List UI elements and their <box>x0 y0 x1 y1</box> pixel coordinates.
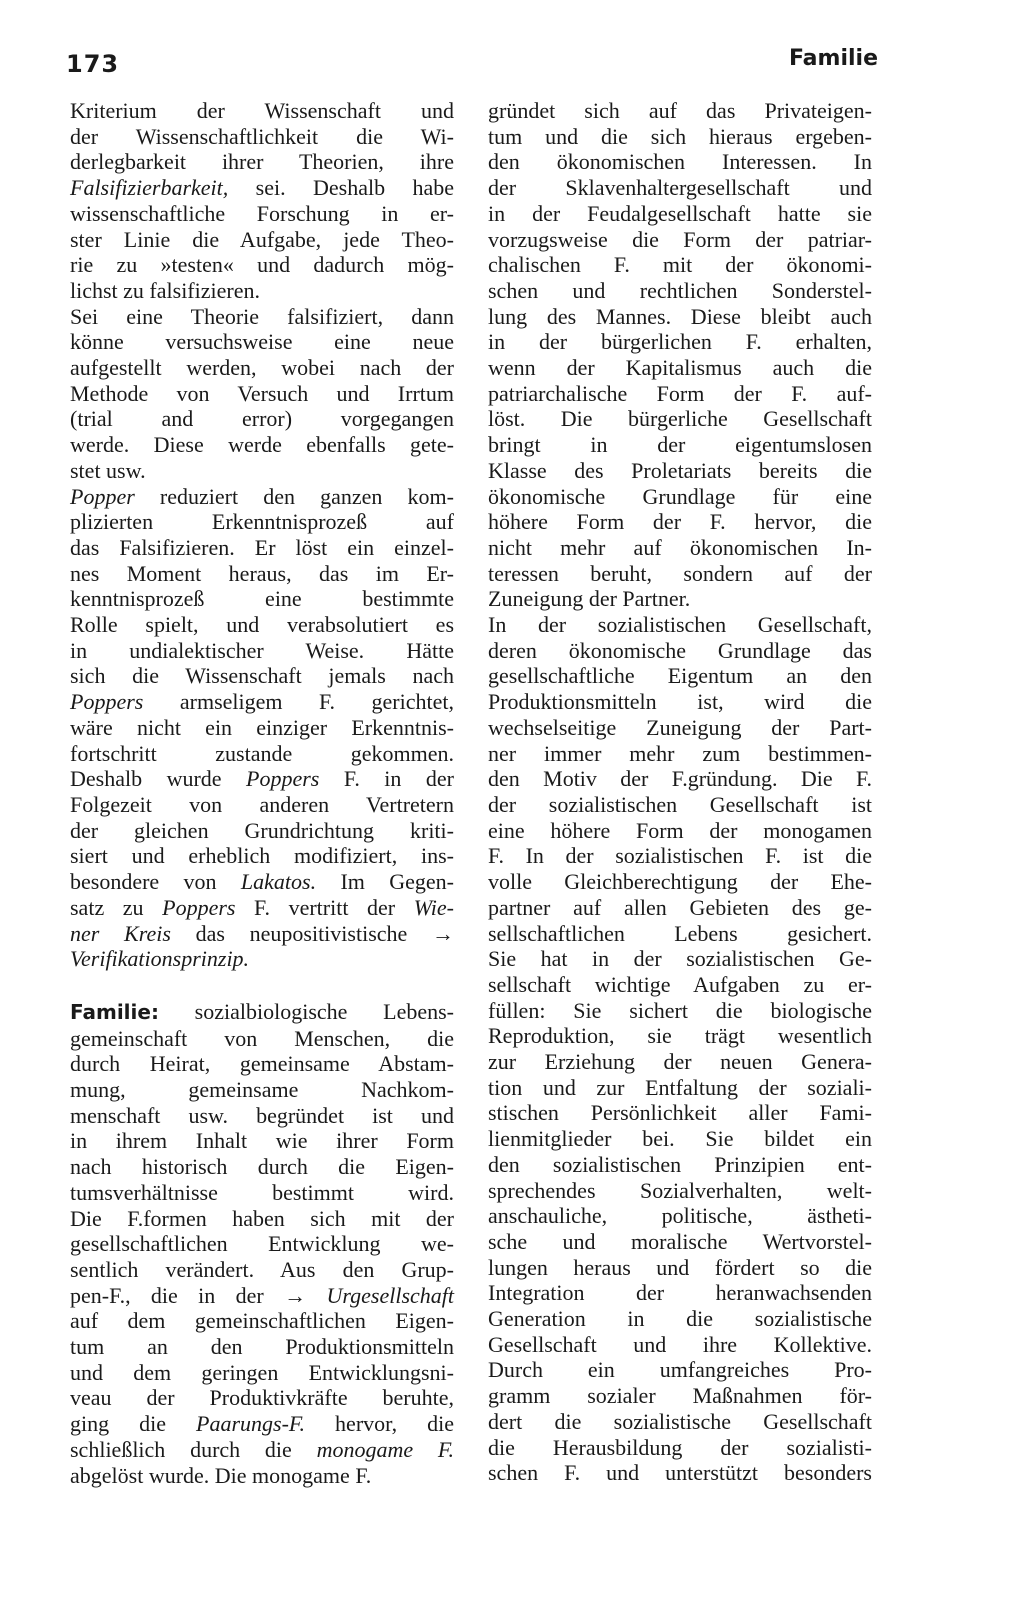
text-segment: Klasse des Proletariats bereits die <box>488 457 872 483</box>
entry-heading: Familie: <box>70 999 159 1024</box>
text-line <box>488 1357 872 1383</box>
text-line <box>488 1255 872 1281</box>
text-line <box>488 741 872 767</box>
text-line <box>70 843 454 869</box>
text-segment: sche und moralische Wertvorstel- <box>488 1228 872 1254</box>
text-segment: nicht mehr auf ökonomischen In- <box>488 534 872 560</box>
text-segment: patriarchalische Form der F. auf- <box>488 380 872 406</box>
text-line <box>70 689 454 715</box>
text-segment: der gleichen Grundrichtung kriti- <box>70 817 454 843</box>
text-segment: plizierten Erkenntnisprozeß auf <box>70 509 454 535</box>
text-line <box>70 1180 454 1206</box>
text-line <box>488 1126 872 1152</box>
text-line <box>488 1203 872 1229</box>
text-line <box>488 1280 872 1306</box>
text-line <box>70 586 454 612</box>
text-segment: sellschaftlichen Lebens gesichert. <box>488 920 872 946</box>
text-line <box>488 663 872 689</box>
page-number: 173 <box>66 50 120 78</box>
text-segment: Generation in die sozialistische <box>488 1306 872 1332</box>
text-line <box>70 715 454 741</box>
text-segment: höhere Form der F. hervor, die <box>488 509 872 535</box>
text-line <box>488 638 872 664</box>
text-line <box>70 741 454 767</box>
text-line <box>70 561 454 587</box>
text-segment: ner immer mehr zum bestimmen- <box>488 740 872 766</box>
text-line <box>488 509 872 535</box>
text-line <box>488 1409 872 1435</box>
text-line <box>70 329 454 355</box>
text-line <box>488 227 872 253</box>
text-segment: das Falsifizieren. Er löst ein einzel- <box>70 534 454 560</box>
text-line <box>488 484 872 510</box>
text-line <box>70 921 454 947</box>
text-segment: sei. Deshalb habe <box>228 175 454 201</box>
text-segment: F. In der sozialistischen F. ist die <box>488 843 872 869</box>
text-segment: abgelöst wurde. Die monogame F. <box>70 1462 372 1488</box>
text-segment: pen-F., die in der → <box>70 1282 327 1308</box>
text-segment: bringt in der eigentumslosen <box>488 432 872 458</box>
text-segment: Kriterium der Wissenschaft und <box>70 98 454 123</box>
text-segment: gründet sich auf das Privateigen- <box>488 98 872 123</box>
text-segment: löst. Die bürgerliche Gesellschaft <box>488 406 872 432</box>
text-segment: besondere von <box>70 869 241 895</box>
text-line <box>70 1103 454 1129</box>
italic-text: Poppers <box>70 689 144 715</box>
running-head: Familie <box>788 46 878 71</box>
text-segment: eine höhere Form der monogamen <box>488 817 872 843</box>
text-segment: das neupositivistische → <box>170 920 454 946</box>
text-line <box>488 766 872 792</box>
text-segment: der Sklavenhaltergesellschaft und <box>488 175 872 201</box>
text-segment: in undialektischer Weise. Hätte <box>70 637 454 663</box>
italic-text: ner Kreis <box>70 920 171 946</box>
text-segment: vorzugsweise die Form der patriar- <box>488 226 872 252</box>
text-segment: wäre nicht ein einziger Erkenntnis- <box>70 714 454 740</box>
text-line <box>488 1435 872 1461</box>
text-segment: siert und erheblich modifiziert, ins- <box>70 843 454 869</box>
text-line <box>70 895 454 921</box>
paragraph-gap <box>70 972 454 999</box>
text-segment: Sie hat in der sozialistischen Ge- <box>488 946 872 972</box>
text-segment: lungen heraus und fördert so die <box>488 1254 872 1280</box>
right-column <box>488 98 872 1486</box>
text-segment: der sozialistischen Gesellschaft ist <box>488 791 872 817</box>
text-line <box>70 818 454 844</box>
text-segment: Integration der heranwachsenden <box>488 1280 872 1306</box>
text-segment: ster Linie die Aufgabe, jede Theo- <box>70 226 454 252</box>
text-line <box>70 1385 454 1411</box>
text-segment: wenn der Kapitalismus auch die <box>488 355 872 381</box>
text-segment: füllen: Sie sichert die biologische <box>488 997 872 1023</box>
text-line <box>70 252 454 278</box>
text-line <box>488 432 872 458</box>
text-segment: sellschaft wichtige Aufgaben zu er- <box>488 971 872 997</box>
italic-text: Poppers <box>162 894 236 920</box>
text-segment: sich die Wissenschaft jemals nach <box>70 663 454 689</box>
text-line <box>488 818 872 844</box>
text-line <box>488 1152 872 1178</box>
text-line <box>70 1051 454 1077</box>
text-segment: Im Gegen- <box>316 869 454 895</box>
text-segment: Rolle spielt, und verabsolutiert es <box>70 612 454 638</box>
text-line <box>70 1360 454 1386</box>
text-segment: werde. Diese werde ebenfalls gete- <box>70 432 454 458</box>
italic-text: Wie- <box>413 894 455 920</box>
text-segment: fortschritt zustande gekommen. <box>70 740 454 766</box>
text-segment: aufgestellt werden, wobei nach der <box>70 355 454 381</box>
text-line <box>488 355 872 381</box>
text-line <box>70 124 454 150</box>
text-line <box>488 124 872 150</box>
text-segment: sprechendes Sozialverhalten, welt- <box>488 1177 872 1203</box>
text-line <box>70 1231 454 1257</box>
text-segment: den ökonomischen Interessen. In <box>488 149 872 175</box>
text-segment: teressen beruht, sondern auf der <box>488 560 872 586</box>
text-line <box>488 792 872 818</box>
text-line <box>70 406 454 432</box>
text-segment: gesellschaftliche Eigentum an den <box>488 663 872 689</box>
text-line <box>488 946 872 972</box>
text-line <box>488 561 872 587</box>
text-segment: reduziert den ganzen kom- <box>134 483 454 509</box>
text-segment: durch Heirat, gemeinsame Abstam- <box>70 1051 454 1077</box>
text-line <box>70 98 454 124</box>
italic-text: Paarungs-F. <box>196 1411 306 1437</box>
text-line <box>70 1308 454 1334</box>
text-segment: derlegbarkeit ihrer Theorien, ihre <box>70 149 454 175</box>
text-segment: tum an den Produktionsmitteln <box>70 1334 454 1360</box>
text-line <box>488 252 872 278</box>
text-line <box>488 458 872 484</box>
text-segment: ging die <box>70 1411 197 1437</box>
text-line <box>70 484 454 510</box>
text-segment: deren ökonomische Grundlage das <box>488 637 872 663</box>
text-line <box>70 1257 454 1283</box>
text-line <box>488 278 872 304</box>
text-line <box>488 98 872 124</box>
text-segment: In der sozialistischen Gesellschaft, <box>488 612 872 638</box>
text-line <box>70 1334 454 1360</box>
text-line <box>488 1460 872 1486</box>
text-line <box>70 175 454 201</box>
text-line <box>70 432 454 458</box>
text-line <box>70 227 454 253</box>
text-line <box>70 278 454 304</box>
text-segment: in der bürgerlichen F. erhalten, <box>488 329 872 355</box>
text-line <box>70 149 454 175</box>
text-line <box>70 535 454 561</box>
text-segment: ökonomische Grundlage für eine <box>488 483 872 509</box>
text-line <box>70 355 454 381</box>
text-line <box>488 1306 872 1332</box>
text-segment: lienmitglieder bei. Sie bildet ein <box>488 1126 872 1152</box>
text-segment: gesellschaftlichen Entwicklung we- <box>70 1231 454 1257</box>
italic-text: Verifikationsprinzip. <box>70 946 250 972</box>
text-line <box>70 1128 454 1154</box>
text-line <box>70 766 454 792</box>
text-line <box>488 1332 872 1358</box>
text-segment: schließlich durch die <box>70 1436 317 1462</box>
text-line <box>488 304 872 330</box>
text-segment: und dem geringen Entwicklungsni- <box>70 1359 454 1385</box>
text-segment: zur Erziehung der neuen Genera- <box>488 1049 872 1075</box>
text-line <box>70 1154 454 1180</box>
text-segment: lichst zu falsifizieren. <box>70 277 260 303</box>
text-line <box>488 381 872 407</box>
text-line <box>488 175 872 201</box>
text-line <box>488 1075 872 1101</box>
text-line <box>70 458 454 484</box>
text-line <box>70 869 454 895</box>
text-segment: Folgezeit von anderen Vertretern <box>70 791 454 817</box>
text-segment: schen und rechtlichen Sonderstel- <box>488 277 872 303</box>
text-segment: sozialbiologische Lebens- <box>158 998 454 1024</box>
text-segment: Durch ein umfangreiches Pro- <box>488 1357 872 1383</box>
text-segment: Sei eine Theorie falsifiziert, dann <box>70 303 454 329</box>
text-line <box>70 1026 454 1052</box>
text-segment: auf dem gemeinschaftlichen Eigen- <box>70 1308 454 1334</box>
text-line <box>488 715 872 741</box>
text-segment: rie zu »testen« und dadurch mög- <box>70 252 454 278</box>
text-segment: in der Feudalgesellschaft hatte sie <box>488 200 872 226</box>
italic-text: Urgesellschaft <box>326 1282 454 1308</box>
text-segment: den sozialistischen Prinzipien ent- <box>488 1151 872 1177</box>
italic-text: monogame F. <box>316 1436 454 1462</box>
text-segment: schen F. und unterstützt besonders <box>488 1460 872 1486</box>
text-line <box>488 149 872 175</box>
text-segment: veau der Produktivkräfte beruhte, <box>70 1385 454 1411</box>
text-line <box>488 843 872 869</box>
text-line <box>70 1437 454 1463</box>
text-segment: kenntnisprozeß eine bestimmte <box>70 586 454 612</box>
text-line <box>488 869 872 895</box>
text-segment: anschauliche, politische, ästheti- <box>488 1203 872 1229</box>
text-line <box>70 999 454 1026</box>
text-line <box>488 1100 872 1126</box>
text-line <box>70 1206 454 1232</box>
text-segment: Gesellschaft und ihre Kollektive. <box>488 1331 872 1357</box>
text-segment: satz zu <box>70 894 163 920</box>
text-line <box>70 304 454 330</box>
text-line <box>70 381 454 407</box>
text-segment: Produktionsmitteln ist, wird die <box>488 689 872 715</box>
text-segment: F. vertritt der <box>235 894 414 920</box>
text-segment: hervor, die <box>305 1411 454 1437</box>
text-segment: wechselseitige Zuneigung der Part- <box>488 714 872 740</box>
text-line <box>488 1178 872 1204</box>
text-line <box>488 689 872 715</box>
text-line <box>70 1283 454 1309</box>
text-segment: mung, gemeinsame Nachkom- <box>70 1077 454 1103</box>
text-segment: wissenschaftliche Forschung in er- <box>70 200 454 226</box>
text-segment: volle Gleichberechtigung der Ehe- <box>488 869 872 895</box>
text-segment: chalischen F. mit der ökonomi- <box>488 252 872 278</box>
text-line <box>488 612 872 638</box>
text-segment: Zuneigung der Partner. <box>488 586 691 612</box>
text-line <box>70 638 454 664</box>
text-line <box>488 1229 872 1255</box>
text-segment: Reproduktion, sie trägt wesentlich <box>488 1023 872 1049</box>
text-line <box>488 201 872 227</box>
text-line <box>70 792 454 818</box>
text-line <box>488 406 872 432</box>
text-segment: tumsverhältnisse bestimmt wird. <box>70 1179 454 1205</box>
text-segment: könne versuchsweise eine neue <box>70 329 454 355</box>
text-segment: stet usw. <box>70 457 146 483</box>
text-line <box>70 201 454 227</box>
italic-text: Falsifizierbarkeit, <box>70 175 229 201</box>
text-line <box>488 921 872 947</box>
text-segment: in ihrem Inhalt wie ihrer Form <box>70 1128 454 1154</box>
text-line <box>70 612 454 638</box>
text-segment: gemeinschaft von Menschen, die <box>70 1025 454 1051</box>
text-segment: Die F.formen haben sich mit der <box>70 1205 454 1231</box>
text-segment: F. in der <box>319 766 454 792</box>
text-segment: der Wissenschaftlichkeit die Wi- <box>70 123 454 149</box>
text-line <box>488 998 872 1024</box>
text-segment: sentlich verändert. Aus den Grup- <box>70 1256 454 1282</box>
text-segment: (trial and error) vorgegangen <box>70 406 454 432</box>
text-segment: nach historisch durch die Eigen- <box>70 1154 454 1180</box>
italic-text: Poppers <box>246 766 320 792</box>
text-segment: tum und die sich hieraus ergeben- <box>488 123 872 149</box>
text-segment: armseligem F. gerichtet, <box>143 689 454 715</box>
text-segment: dert die sozialistische Gesellschaft <box>488 1408 872 1434</box>
text-segment: partner auf allen Gebieten des ge- <box>488 894 872 920</box>
left-column <box>70 98 454 1488</box>
text-segment: nes Moment heraus, das im Er- <box>70 560 454 586</box>
text-line <box>70 1463 454 1489</box>
text-line <box>70 509 454 535</box>
text-line <box>488 972 872 998</box>
text-line <box>488 1383 872 1409</box>
text-line <box>70 946 454 972</box>
text-line <box>488 535 872 561</box>
text-line <box>488 586 872 612</box>
text-segment: tion und zur Entfaltung der soziali- <box>488 1074 872 1100</box>
text-segment: Methode von Versuch und Irrtum <box>70 380 454 406</box>
text-segment: menschaft usw. begründet ist und <box>70 1102 454 1128</box>
text-segment: lung des Mannes. Diese bleibt auch <box>488 303 872 329</box>
text-segment: stischen Persönlichkeit aller Fami- <box>488 1100 872 1126</box>
text-line <box>488 329 872 355</box>
text-segment: die Herausbildung der sozialisti- <box>488 1434 872 1460</box>
text-line <box>488 1049 872 1075</box>
text-segment: gramm sozialer Maßnahmen för- <box>488 1383 872 1409</box>
italic-text: Popper <box>70 483 135 509</box>
text-line <box>70 1077 454 1103</box>
text-segment: Deshalb wurde <box>70 766 247 792</box>
text-line <box>488 1023 872 1049</box>
text-line <box>70 1411 454 1437</box>
text-line <box>70 663 454 689</box>
text-line <box>488 895 872 921</box>
text-segment: den Motiv der F.gründung. Die F. <box>488 766 872 792</box>
italic-text: Lakatos. <box>240 869 317 895</box>
